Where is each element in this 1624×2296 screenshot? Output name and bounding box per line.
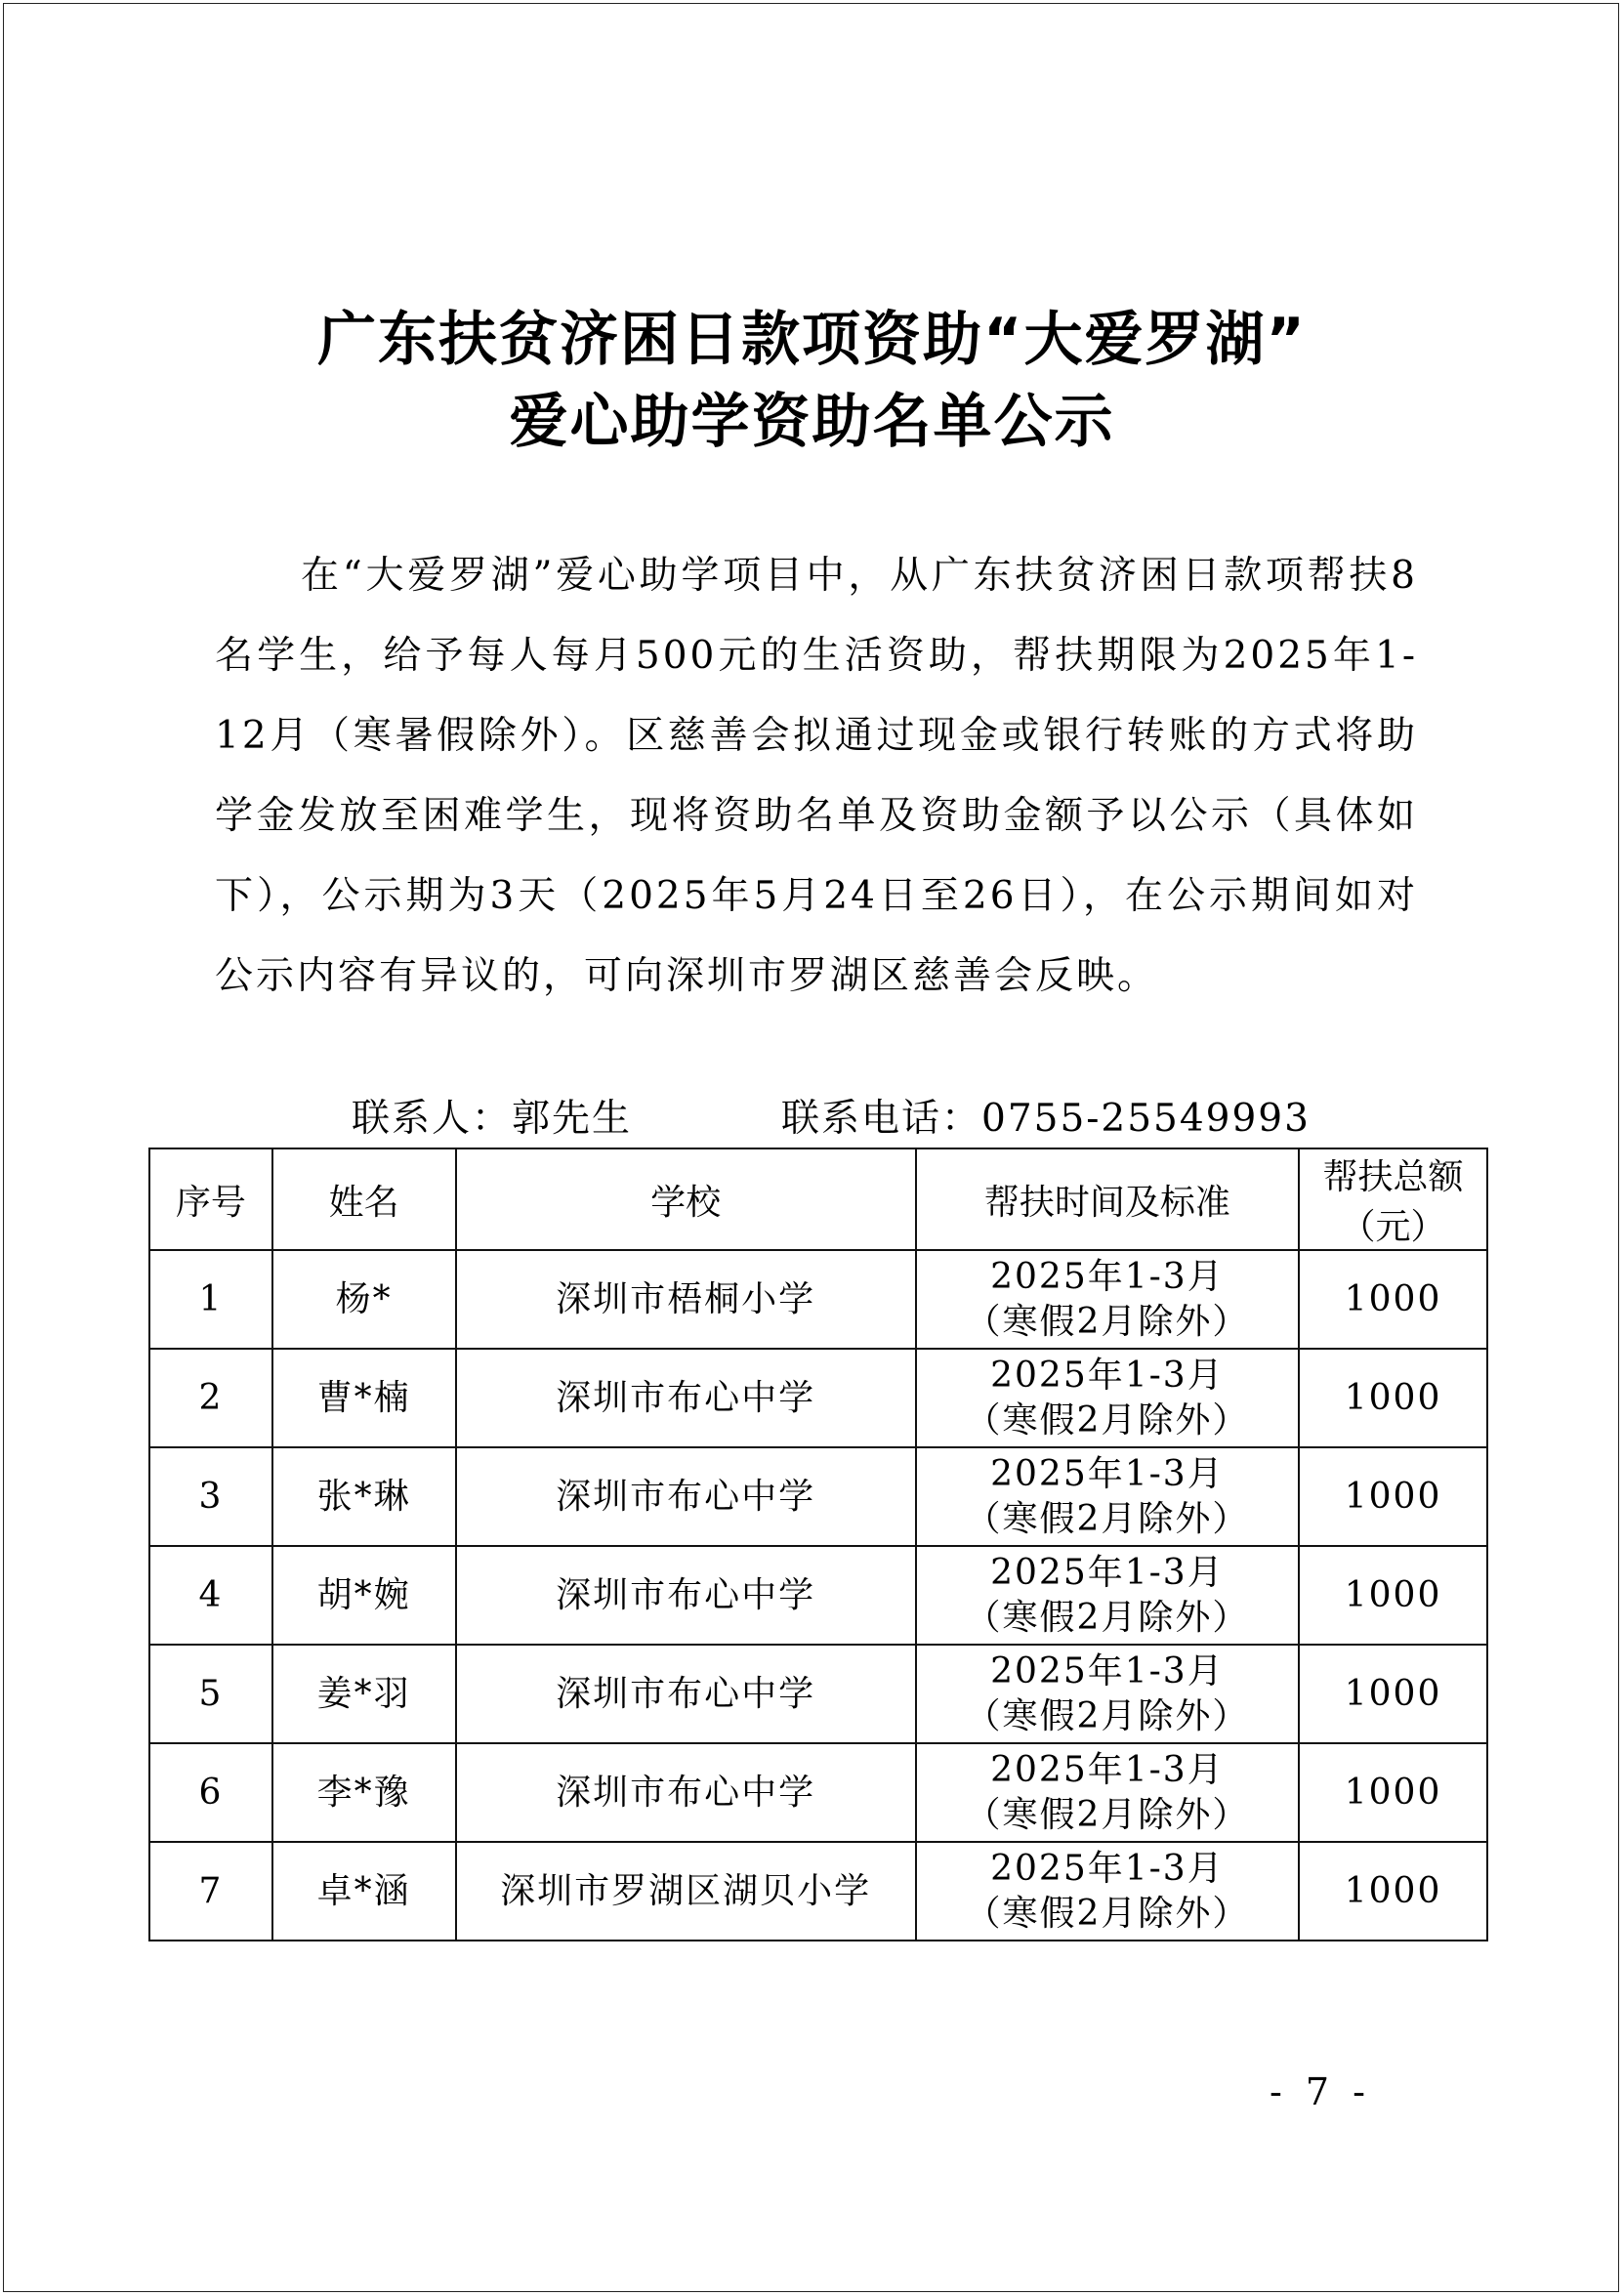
cell-name: 姜*羽 (272, 1645, 456, 1743)
cell-no: 3 (149, 1447, 272, 1546)
cell-period (916, 1743, 1299, 1842)
cell-total: 1000 (1299, 1447, 1487, 1546)
table-row (149, 1743, 1487, 1842)
cell-period-line-2: （寒假2月除外） (965, 1794, 1250, 1835)
header-no: 序号 (149, 1148, 272, 1250)
contact-phone: 联系电话：0755-25549993 (781, 1097, 1311, 1141)
recipient-table (148, 1148, 1488, 1941)
cell-period-line-2: （寒假2月除外） (965, 1597, 1250, 1638)
cell-school: 深圳市梧桐小学 (456, 1250, 916, 1349)
table-header-row (149, 1148, 1487, 1250)
cell-period-line-1: 2025年1-3月 (990, 1749, 1225, 1790)
cell-no: 6 (149, 1743, 272, 1842)
header-name: 姓名 (272, 1148, 456, 1250)
cell-school: 深圳市罗湖区湖贝小学 (456, 1842, 916, 1941)
cell-school: 深圳市布心中学 (456, 1546, 916, 1645)
table-row (149, 1349, 1487, 1447)
cell-period-line-2: （寒假2月除外） (965, 1399, 1250, 1440)
cell-period (916, 1250, 1299, 1349)
table-row (149, 1250, 1487, 1349)
cell-name: 卓*涵 (272, 1842, 456, 1941)
contact-person: 联系人：郭先生 (352, 1097, 633, 1141)
cell-period-line-1: 2025年1-3月 (990, 1650, 1225, 1691)
body-paragraph: 在“大爱罗湖”爱心助学项目中，从广东扶贫济困日款项帮扶8名学生，给予每人每月500元的生活资助，帮扶期限为2025年1-12月（寒暑假除外）。区慈善会拟通过现金或银行转账的方式将助学金发放至困难学生，现将资助名单及资助金额予以公示（具体如下），公示期为3天（2025年5月24日至26日），在公示期间如对公示内容有异议的，可向深圳市罗湖区慈善会反映。 (215, 554, 1418, 998)
cell-no: 5 (149, 1645, 272, 1743)
cell-school: 深圳市布心中学 (456, 1349, 916, 1447)
cell-period (916, 1546, 1299, 1645)
cell-school: 深圳市布心中学 (456, 1447, 916, 1546)
header-total-line-1: 帮扶总额 (1322, 1157, 1464, 1197)
cell-total: 1000 (1299, 1743, 1487, 1842)
cell-no: 2 (149, 1349, 272, 1447)
cell-period-line-2: （寒假2月除外） (965, 1695, 1250, 1736)
cell-period-line-1: 2025年1-3月 (990, 1355, 1225, 1396)
cell-period-line-1: 2025年1-3月 (990, 1848, 1225, 1889)
document-title-line-2: 爱心助学资助名单公示 (509, 388, 1115, 456)
cell-school: 深圳市布心中学 (456, 1645, 916, 1743)
table-row (149, 1842, 1487, 1941)
cell-period-line-1: 2025年1-3月 (990, 1256, 1225, 1297)
cell-period-line-2: （寒假2月除外） (965, 1498, 1250, 1539)
table-row (149, 1546, 1487, 1645)
cell-period (916, 1447, 1299, 1546)
cell-period-line-2: （寒假2月除外） (965, 1301, 1250, 1342)
cell-no: 4 (149, 1546, 272, 1645)
cell-total: 1000 (1299, 1842, 1487, 1941)
page-number: - 7 - (1270, 2070, 1372, 2113)
cell-total: 1000 (1299, 1546, 1487, 1645)
cell-name: 胡*婉 (272, 1546, 456, 1645)
document-title-line-1: 广东扶贫济困日款项资助“大爱罗湖” (317, 306, 1307, 374)
cell-total: 1000 (1299, 1645, 1487, 1743)
cell-period (916, 1842, 1299, 1941)
cell-period-line-2: （寒假2月除外） (965, 1893, 1250, 1934)
cell-school: 深圳市布心中学 (456, 1743, 916, 1842)
cell-period (916, 1645, 1299, 1743)
cell-period (916, 1349, 1299, 1447)
cell-period-line-1: 2025年1-3月 (990, 1552, 1225, 1593)
cell-total: 1000 (1299, 1250, 1487, 1349)
table-row (149, 1645, 1487, 1743)
header-total (1299, 1148, 1487, 1250)
cell-total: 1000 (1299, 1349, 1487, 1447)
cell-name: 张*琳 (272, 1447, 456, 1546)
cell-name: 杨* (272, 1250, 456, 1349)
cell-name: 李*豫 (272, 1743, 456, 1842)
cell-no: 1 (149, 1250, 272, 1349)
header-period: 帮扶时间及标准 (916, 1148, 1299, 1250)
cell-no: 7 (149, 1842, 272, 1941)
table-row (149, 1447, 1487, 1546)
header-school: 学校 (456, 1148, 916, 1250)
cell-period-line-1: 2025年1-3月 (990, 1453, 1225, 1494)
cell-name: 曹*楠 (272, 1349, 456, 1447)
header-total-line-2: （元） (1340, 1207, 1446, 1247)
